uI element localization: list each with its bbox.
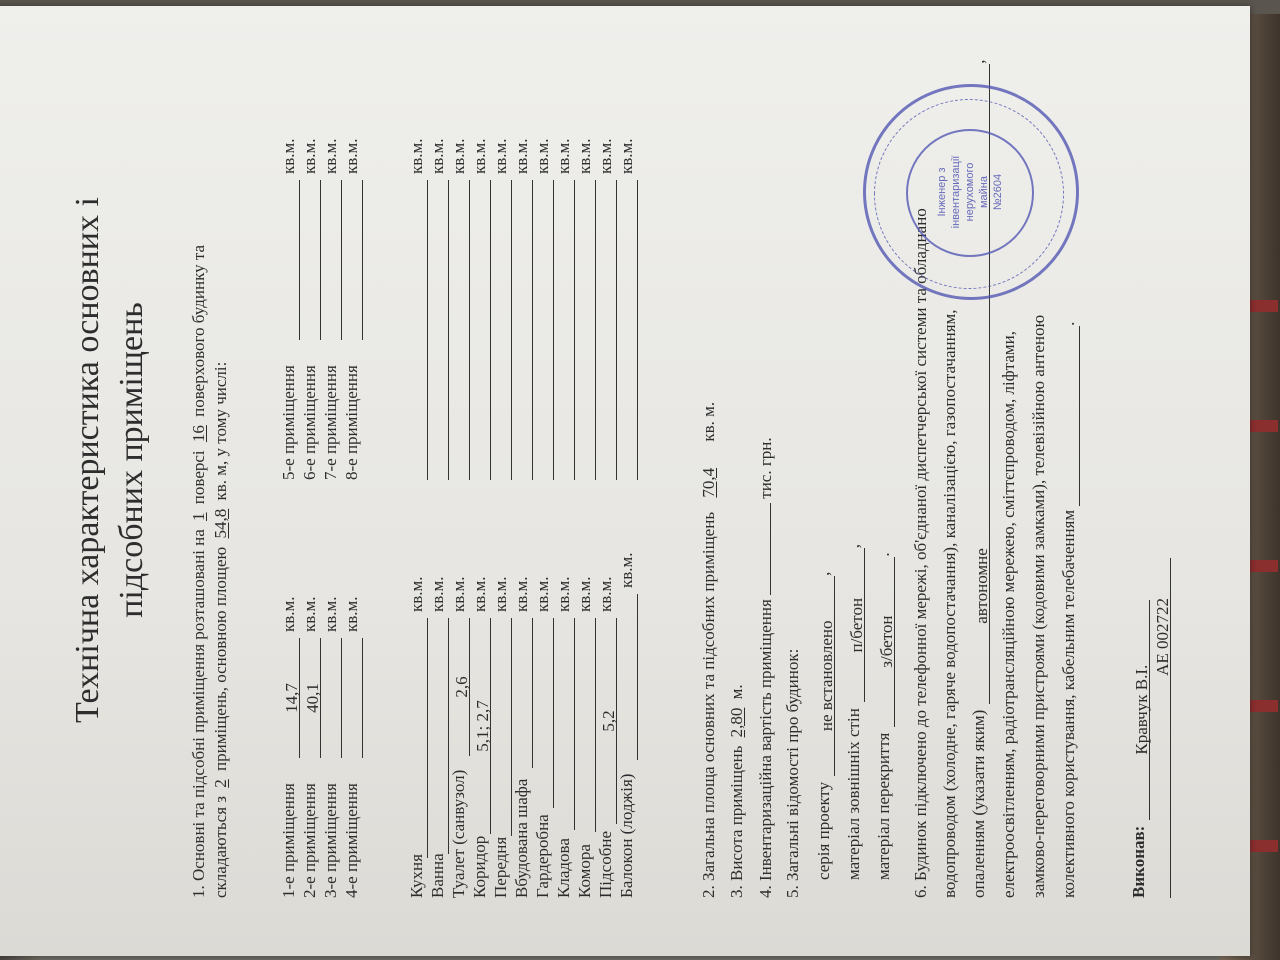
signature-row: Виконав: Кравчук В.І. (1128, 600, 1150, 898)
aux-row-right: кв.м. (406, 138, 428, 480)
aux-row: Кладова кв.м. (554, 576, 573, 898)
aux-row-right: кв.м. (448, 138, 470, 480)
aux-row: Гардеробна кв.м. (533, 576, 552, 898)
p2-total-area: 2. Загальна площа основних та підсобних приміщень 70,4 кв. м. (699, 401, 718, 898)
aux-row-right: кв.м. (427, 138, 449, 480)
height-value: 2,80 (727, 707, 746, 738)
document-sheet (0, 6, 1250, 956)
room-row: 1-е приміщення 14,7 кв.м. (279, 596, 301, 898)
official-stamp: Інженер з інвентаризації нерухомого майна №2604 (863, 84, 1079, 300)
aux-row-right: кв.м. (595, 138, 617, 480)
aux-row: Підсобне 5,2 кв.м. (596, 576, 618, 898)
p6-line-4: електроосвітленням, радіотрансляційною мережею, сміттєпроводом, ліфтами, (999, 331, 1018, 898)
series-row: серія проекту не встановлено , (814, 571, 836, 880)
aux-row: Кухня кв.м. (407, 576, 426, 898)
aux-row: Вбудована шафа кв.м. (512, 576, 531, 898)
room-row: 5-е приміщення кв.м. (279, 138, 298, 480)
p6-heating-row: опаленням (указати яким) автономне , (969, 59, 991, 898)
aux-row-right: кв.м. (532, 138, 554, 480)
p6-line-2: водопроводом (холодне, гаряче водопостачання), каналізацією, газопостачанням, (940, 309, 959, 898)
document-page (38, 0, 1198, 940)
aux-row: Туалет (санвузол) 2,6 кв.м. (449, 576, 471, 898)
aux-row-right: кв.м. (553, 138, 575, 480)
title-line-1: Технічна характеристика основних і (69, 197, 106, 723)
ceiling-row: матеріал перекриття з/бетон . (874, 552, 896, 880)
aux-row-right: кв.м. (511, 138, 533, 480)
document-title (66, 0, 154, 940)
inventory-cost-value (754, 503, 771, 595)
aux-row-right: кв.м. (616, 138, 638, 480)
room-row: 3-е приміщення кв.м. (321, 596, 340, 898)
p1-line-1: 1. Основні та підсобні приміщення розташовані на 1 поверсі 16 поверхового будинку та (189, 244, 208, 898)
p1-line-2: складаються з 2 приміщень, основною площею 54,8 кв. м, у тому числі: (211, 361, 230, 898)
signature-cert-row (1152, 558, 1171, 898)
signature-cert: АЕ 002722 (1152, 558, 1171, 898)
title-line-2: підсобних приміщень (113, 302, 150, 618)
floor-value: 1 (189, 512, 208, 521)
room-row: 4-е приміщення кв.м. (342, 596, 361, 898)
p3-height: 3. Висота приміщень 2,80 м. (727, 684, 746, 898)
room-row: 7-е приміщення кв.м. (321, 138, 340, 480)
p6-line-5: замково-переговорними пристроями (кодовими замками), телевізійною антеною (1029, 314, 1048, 898)
floors-total-value: 16 (189, 425, 208, 443)
room-row: 6-е приміщення кв.м. (300, 138, 319, 480)
room-row: 2-е приміщення 40,1 кв.м. (300, 596, 322, 898)
room-row: 8-е приміщення кв.м. (342, 138, 361, 480)
walls-row: матеріал зовнішніх стін п/бетон , (844, 543, 866, 880)
aux-row-right: кв.м. (469, 138, 491, 480)
aux-row-right: кв.м. (574, 138, 596, 480)
p4-inventory-cost: 4. Інвентаризаційна вартість приміщення тис. грн. (756, 437, 775, 898)
aux-row: Ванна кв.м. (428, 576, 447, 898)
p5-general-info: 5. Загальні відомості про будинок: (783, 648, 802, 898)
p6-line-6: колективного користування, кабельним телебаченням . (1059, 321, 1078, 898)
aux-row: Коридор 5,1; 2,7 кв.м. (470, 576, 492, 898)
aux-row-right: кв.м. (490, 138, 512, 480)
p6-line-1: 6. Будинок підключено до телефонної мережі, об'єднаної диспетчерської системи та обладнано (911, 208, 930, 898)
aux-row: Комора кв.м. (575, 576, 594, 898)
aux-row: Балокон (лоджія) кв.м. (617, 552, 636, 898)
aux-row: Передня кв.м. (491, 576, 510, 898)
main-area-value: 54,8 (211, 508, 230, 539)
signature-name: Кравчук В.І. (1131, 600, 1150, 820)
total-area-value: 70,4 (699, 467, 718, 498)
rooms-count-value: 2 (211, 779, 230, 788)
